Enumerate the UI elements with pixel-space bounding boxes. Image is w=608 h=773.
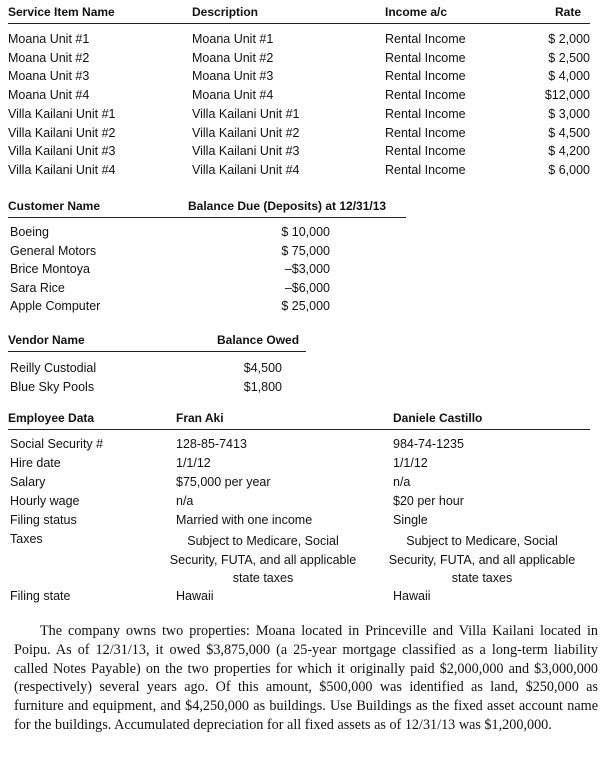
employee-daniele-value: Subject to Medicare, Social Security, FUTA, and all applicable state taxes — [388, 534, 576, 586]
service-item-income-account: Rental Income — [385, 162, 466, 177]
service-items-rule — [8, 23, 590, 24]
balance-owed-header: Balance Owed — [217, 333, 300, 347]
service-item-name: Moana Unit #4 — [8, 88, 90, 103]
service-item-income-account: Rental Income — [385, 88, 466, 103]
customers-rule — [8, 217, 406, 218]
description-paragraph — [14, 622, 598, 735]
service-item-income-account: Rental Income — [385, 32, 466, 46]
service-item-rate: $ 6,000 — [548, 162, 590, 177]
service-item-name: Villa Kailani Unit #2 — [8, 125, 116, 140]
service-item-rate: $ 3,000 — [548, 106, 590, 121]
service-item-description: Villa Kailani Unit #4 — [192, 162, 300, 177]
service-item-description: Villa Kailani Unit #1 — [192, 106, 300, 121]
service-item-income-account: Rental Income — [385, 69, 466, 84]
employees-rule — [8, 429, 590, 430]
service-item-rate: $ 4,200 — [548, 144, 590, 159]
employee-daniele-value: 1/1/12 — [393, 456, 428, 470]
employee-field-label: Hire date — [10, 456, 61, 470]
employee-fran-value: n/a — [176, 494, 194, 508]
customer-balance: –$6,000 — [284, 280, 330, 295]
employee-data-header: Employee Data — [8, 411, 95, 425]
service-item-name: Villa Kailani Unit #3 — [8, 144, 116, 159]
employee-field-label: Social Security # — [10, 437, 104, 451]
employee-field-label: Taxes — [10, 532, 43, 546]
employee-daniele-value: Hawaii — [393, 589, 431, 603]
service-item-description: Moana Unit #2 — [192, 50, 274, 65]
service-item-income-account: Rental Income — [385, 106, 466, 121]
vendor-balance: $1,800 — [243, 379, 282, 394]
employee-fran-value: 1/1/12 — [176, 456, 211, 470]
employee-daniele-value: 984-74-1235 — [393, 437, 464, 451]
service-item-description: Moana Unit #4 — [192, 88, 274, 103]
customer-name-header: Customer Name — [8, 199, 101, 213]
employee-daniele-value: n/a — [393, 475, 411, 489]
service-item-name-header: Service Item Name — [8, 5, 115, 19]
vendor-name: Reilly Custodial — [10, 361, 97, 375]
employee-fran-value: $75,000 per year — [176, 475, 271, 489]
employee-field-label: Salary — [10, 475, 46, 489]
employee-fran-value: 128-85-7413 — [176, 437, 247, 451]
service-item-name: Moana Unit #1 — [8, 32, 90, 46]
employee-field-label: Filing state — [10, 589, 71, 603]
customer-balance: $ 25,000 — [281, 299, 330, 314]
service-item-description: Moana Unit #3 — [192, 69, 274, 84]
vendor-name: Blue Sky Pools — [10, 379, 95, 394]
service-item-name: Moana Unit #3 — [8, 69, 90, 84]
service-item-rate: $12,000 — [544, 88, 590, 103]
service-item-description: Moana Unit #1 — [192, 32, 274, 46]
customer-name: Sara Rice — [10, 280, 65, 295]
service-item-income-account: Rental Income — [385, 144, 466, 159]
service-item-rate: $ 4,500 — [548, 125, 590, 140]
service-item-rate: $ 2,500 — [548, 50, 590, 65]
service-item-name: Villa Kailani Unit #4 — [8, 162, 116, 177]
description-header: Description — [192, 5, 259, 19]
customer-name: General Motors — [10, 243, 97, 258]
balance-due-header: Balance Due (Deposits) at 12/31/13 — [188, 199, 387, 213]
service-item-name: Moana Unit #2 — [8, 50, 90, 65]
service-item-description: Villa Kailani Unit #3 — [192, 144, 300, 159]
customer-name: Boeing — [10, 225, 49, 239]
customer-balance: $ 10,000 — [281, 225, 330, 239]
employee-daniele-value: Single — [393, 513, 428, 527]
service-item-income-account: Rental Income — [385, 125, 466, 140]
service-item-description: Villa Kailani Unit #2 — [192, 125, 300, 140]
vendor-name-header: Vendor Name — [8, 333, 85, 347]
income-account-header: Income a/c — [385, 5, 448, 19]
customer-balance: $ 75,000 — [281, 243, 330, 258]
rate-header: Rate — [555, 5, 582, 19]
employee-fran-header: Fran Aki — [176, 411, 224, 425]
customer-balance: –$3,000 — [284, 262, 330, 277]
employee-fran-value: Subject to Medicare, Social Security, FUTA, and all applicable state taxes — [169, 534, 357, 586]
customer-name: Apple Computer — [10, 299, 101, 314]
service-item-rate: $ 4,000 — [548, 69, 590, 84]
vendor-balance: $4,500 — [243, 361, 282, 375]
service-item-income-account: Rental Income — [385, 50, 466, 65]
employee-field-label: Hourly wage — [10, 494, 80, 508]
employee-field-label: Filing status — [10, 513, 77, 527]
customer-name: Brice Montoya — [10, 262, 90, 277]
employee-fran-value: Hawaii — [176, 589, 214, 603]
paragraph-text: The company owns two properties: Moana located in Princeville and Villa Kailani located in Poipu. As of 12/31/13, it owed $3,875,000 (a 25-year mortgage classified as a long-term liability called Notes Payable) on the two properties for which it originally paid $2,000,000 and $3,000,000 (respectively) several years ago. Of this amount, $500,000 was identified as land, $250,000 as furniture and equipment, and $4,250,000 as buildings. Use Buildings as the fixed asset account name for the buildings. Accumulated depreciation for all fixed assets as of 12/31/13 was $1,200,000. — [14, 623, 598, 733]
vendors-rule — [8, 351, 306, 352]
employee-fran-value: Married with one income — [176, 513, 313, 527]
service-item-name: Villa Kailani Unit #1 — [8, 106, 116, 121]
employee-daniele-header: Daniele Castillo — [393, 411, 483, 425]
service-item-rate: $ 2,000 — [548, 32, 590, 46]
employee-daniele-value: $20 per hour — [393, 494, 464, 508]
